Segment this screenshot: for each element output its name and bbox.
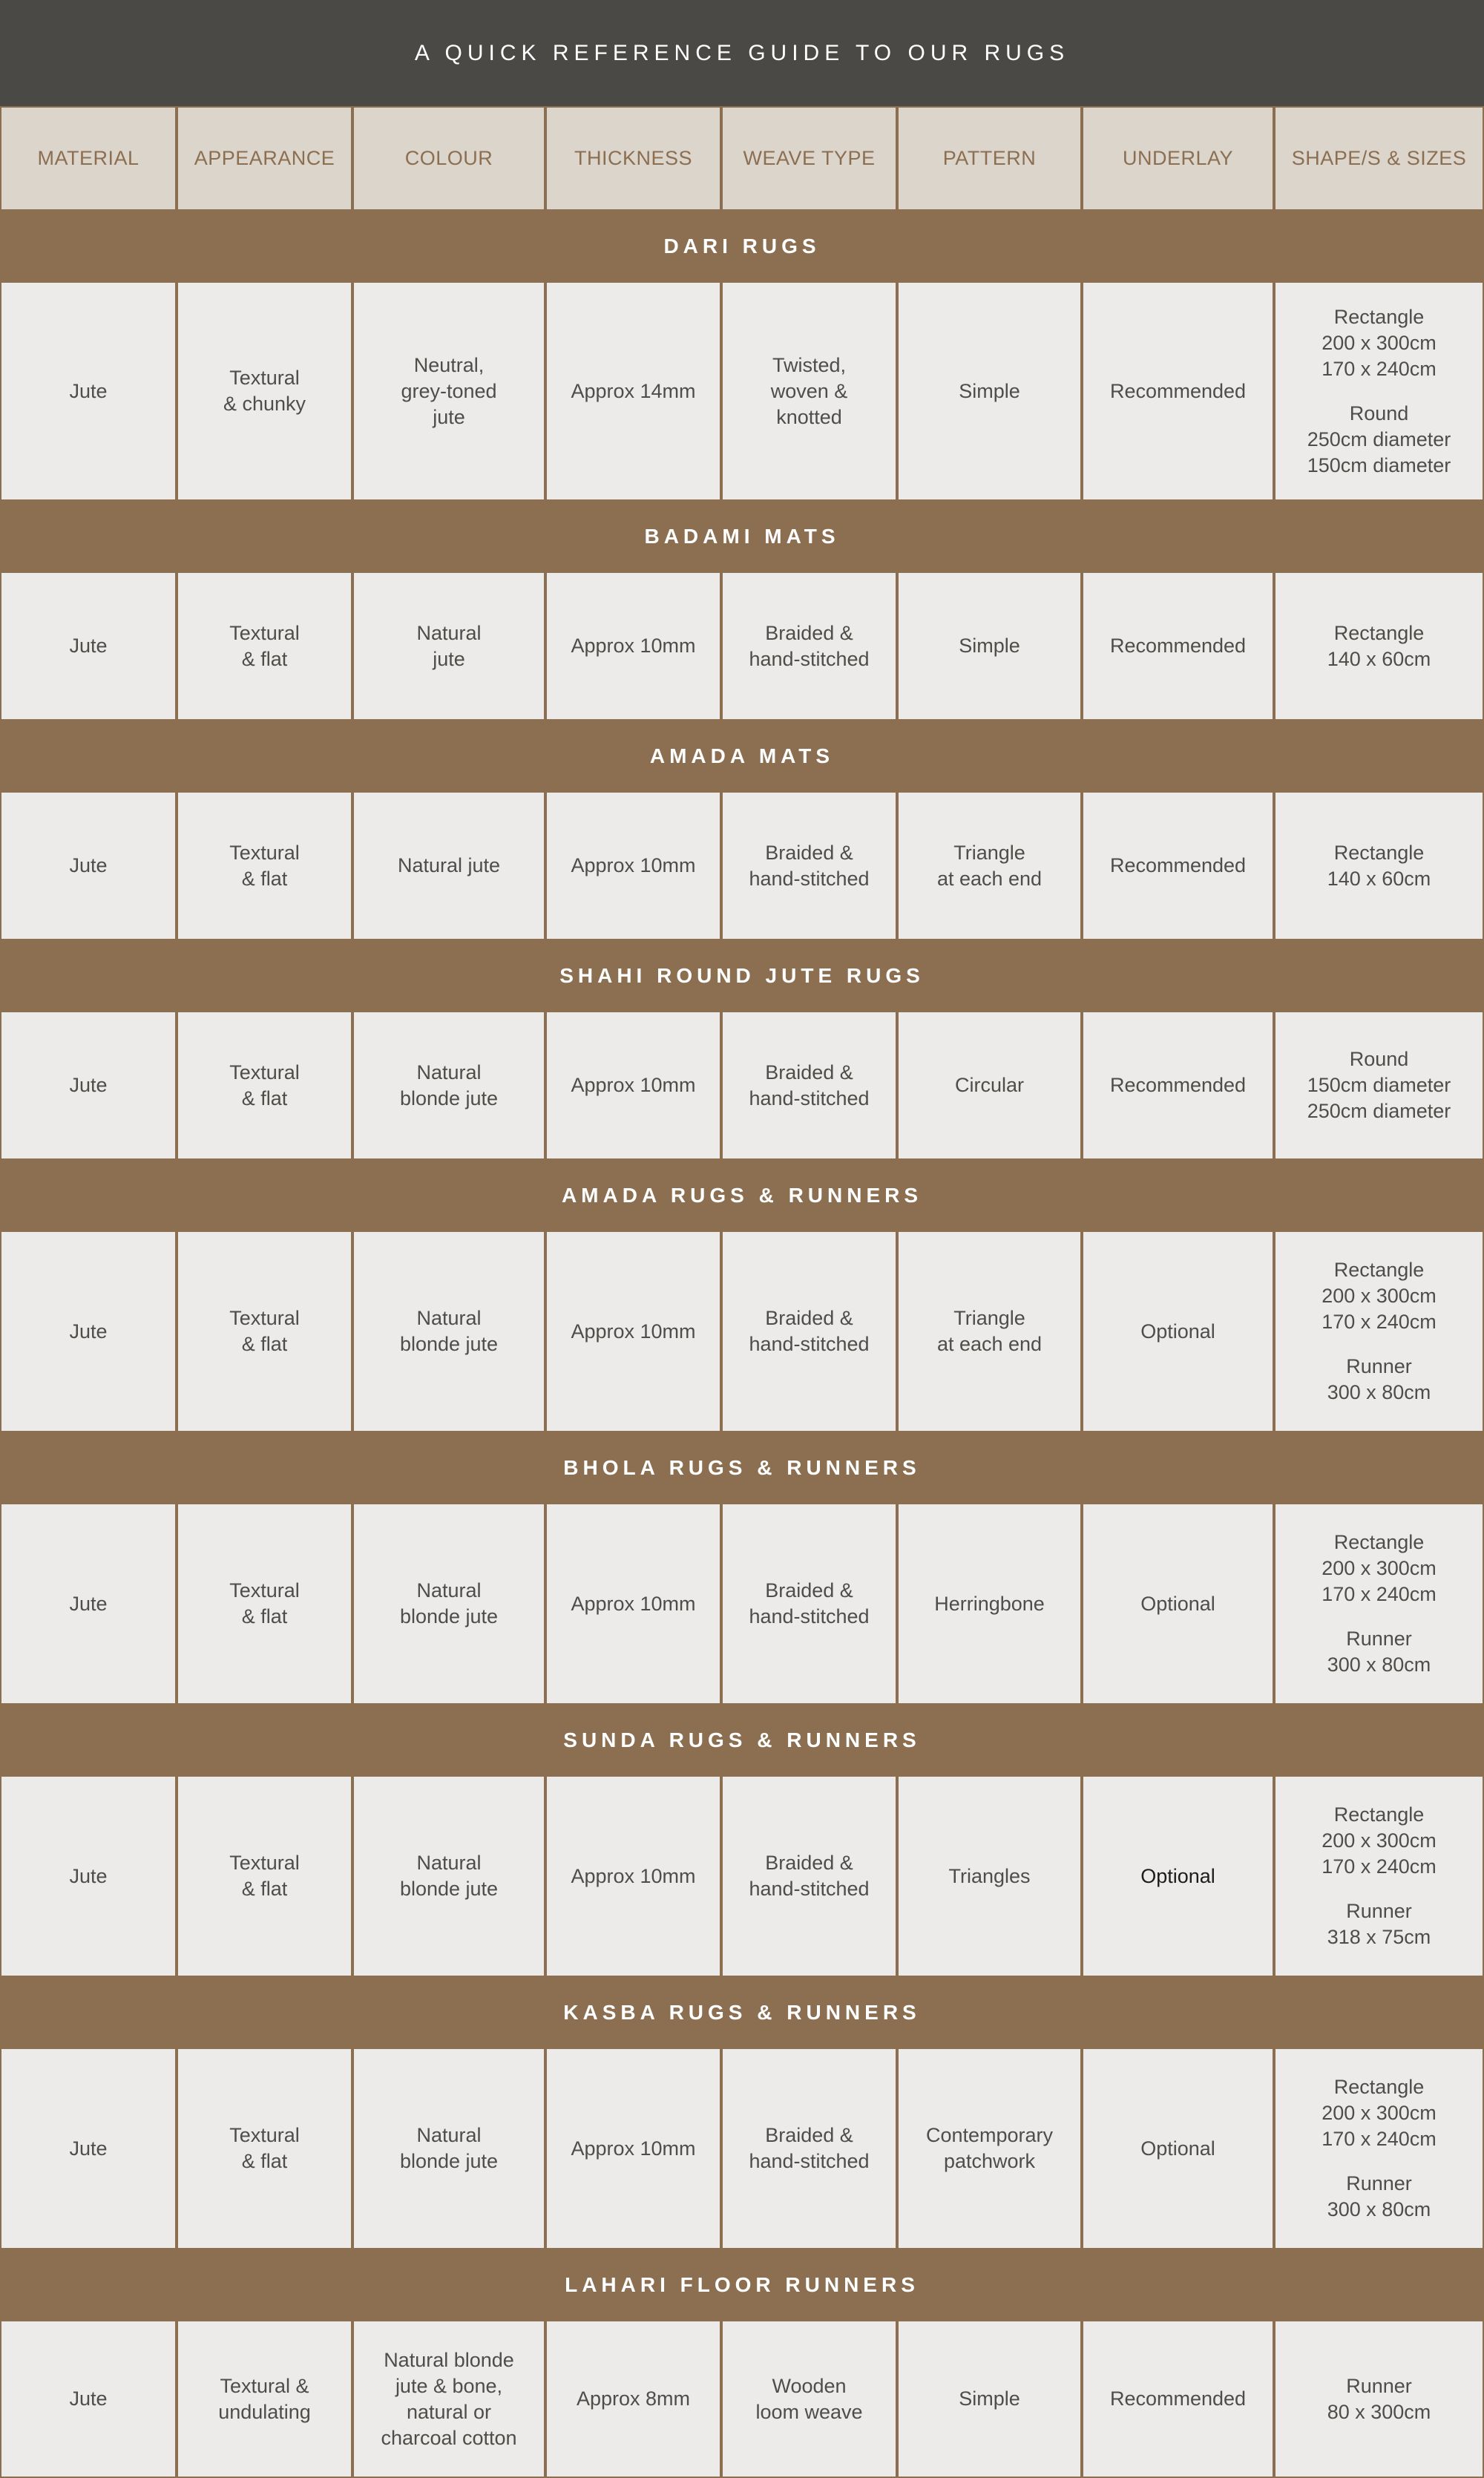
cell-underlay [1083, 2321, 1273, 2477]
cell-line: Recommended [1109, 854, 1247, 876]
cell-line: Triangle [953, 1307, 1025, 1329]
cell-line: grey-toned [401, 379, 497, 402]
rug-section [0, 940, 1484, 1160]
cell-line: Twisted, [772, 353, 847, 376]
cell-colour [354, 793, 544, 939]
cell-pattern [899, 573, 1080, 719]
column-header-colour: COLOUR [354, 108, 544, 209]
cell-line: Textural [229, 1852, 300, 1874]
cell-colour [354, 1777, 544, 1976]
cell-weave-type [723, 1012, 896, 1158]
cell-shapes-sizes [1275, 1012, 1483, 1158]
cell-line: Textural [229, 621, 300, 644]
cell-line: Textural [229, 841, 300, 864]
cell-line: Natural [416, 621, 482, 644]
cell-material [1, 793, 175, 939]
cell-line: 170 x 240cm [1322, 1583, 1437, 1605]
cell-line: 300 x 80cm [1327, 1381, 1431, 1403]
rug-section [0, 2249, 1484, 2478]
cell-line: Natural blonde [384, 2348, 514, 2371]
cell-line: Textural [229, 1307, 300, 1329]
cell-line: Braided & [765, 841, 853, 864]
cell-line: hand-stitched [749, 2150, 870, 2172]
cell-line: Optional [1140, 1592, 1215, 1615]
cell-line: Runner [1346, 1900, 1412, 1922]
cell-line: & flat [241, 1605, 288, 1628]
cell-line: 250cm diameter [1307, 1100, 1451, 1122]
cell-line: Braided & [765, 2124, 853, 2146]
table-row [0, 2320, 1484, 2478]
column-header-row [0, 106, 1484, 211]
cell-underlay [1083, 283, 1273, 499]
cell-line: Textural [229, 1579, 300, 1602]
cell-line: Jute [69, 854, 108, 876]
cell-line: Natural [416, 1061, 482, 1084]
cell-shapes-sizes [1275, 1777, 1483, 1976]
cell-line: 318 x 75cm [1327, 1926, 1431, 1948]
table-row [0, 1011, 1484, 1160]
cell-material [1, 1504, 175, 1703]
cell-thickness [547, 573, 720, 719]
cell-line: Braided & [765, 1579, 853, 1602]
cell-line: & flat [241, 647, 288, 670]
cell-shapes-sizes [1275, 573, 1483, 719]
cell-pattern [899, 1504, 1080, 1703]
column-header-pattern: PATTERN [899, 108, 1080, 209]
cell-line: Approx 14mm [571, 379, 696, 402]
cell-thickness [547, 793, 720, 939]
cell-line: Approx 10mm [571, 1592, 696, 1615]
column-header-weave-type: WEAVE TYPE [723, 108, 896, 209]
rug-section [0, 721, 1484, 940]
cell-line: 170 x 240cm [1322, 1855, 1437, 1878]
cell-line: Rectangle [1333, 305, 1425, 328]
cell-line: & flat [241, 1086, 288, 1109]
rug-section [0, 211, 1484, 501]
cell-line: Approx 10mm [571, 1074, 696, 1096]
guide-title: A QUICK REFERENCE GUIDE TO OUR RUGS [0, 0, 1484, 106]
cell-line: Jute [69, 635, 108, 657]
table-row [0, 281, 1484, 501]
cell-line: jute [433, 405, 465, 428]
cell-colour [354, 573, 544, 719]
cell-material [1, 2049, 175, 2248]
cell-line: hand-stitched [749, 1086, 870, 1109]
cell-line: & flat [241, 1878, 288, 1900]
cell-line: Jute [69, 2137, 108, 2160]
cell-line: Runner [1346, 2172, 1412, 2195]
cell-colour [354, 283, 544, 499]
cell-line: 150cm diameter [1307, 1074, 1451, 1096]
cell-line: Textural & [220, 2374, 309, 2397]
cell-weave-type [723, 573, 896, 719]
cell-line: blonde jute [399, 1878, 499, 1900]
cell-colour [354, 1232, 544, 1431]
rug-section [0, 1705, 1484, 1977]
section-title: DARI RUGS [663, 234, 821, 258]
cell-line: Textural [229, 367, 300, 389]
cell-line: Braided & [765, 621, 853, 644]
cell-line: Jute [69, 1592, 108, 1615]
cell-line: patchwork [943, 2150, 1036, 2172]
cell-pattern [899, 1232, 1080, 1431]
section-title: SHAHI ROUND JUTE RUGS [559, 963, 925, 987]
cell-line: Circular [954, 1074, 1024, 1096]
cell-shapes-sizes [1275, 1232, 1483, 1431]
cell-line: Approx 10mm [571, 2137, 696, 2160]
column-header-shapes-sizes: SHAPE/S & SIZES [1275, 108, 1483, 209]
rug-section [0, 501, 1484, 721]
cell-line: woven & [770, 379, 848, 402]
cell-thickness [547, 1504, 720, 1703]
cell-line: Triangles [948, 1864, 1031, 1887]
cell-line: Braided & [765, 1307, 853, 1329]
cell-line: 200 x 300cm [1322, 1829, 1437, 1852]
cell-weave-type [723, 1504, 896, 1703]
cell-line: charcoal cotton [381, 2426, 517, 2449]
cell-line: 170 x 240cm [1322, 1311, 1437, 1333]
cell-line: Textural [229, 2124, 300, 2146]
section-title: SUNDA RUGS & RUNNERS [563, 1728, 921, 1751]
cell-line: Natural [416, 1307, 482, 1329]
column-header-underlay: UNDERLAY [1083, 108, 1273, 209]
cell-line: Approx 10mm [571, 1864, 696, 1887]
cell-weave-type [723, 283, 896, 499]
cell-material [1, 283, 175, 499]
cell-line: undulating [218, 2400, 311, 2423]
cell-line: Textural [229, 1061, 300, 1084]
cell-line: 200 x 300cm [1322, 2102, 1437, 2124]
rug-section [0, 1977, 1484, 2249]
cell-shapes-sizes [1275, 283, 1483, 499]
cell-colour [354, 1504, 544, 1703]
cell-weave-type [723, 1777, 896, 1976]
cell-line: Simple [959, 2387, 1020, 2410]
cell-line: loom weave [755, 2400, 863, 2423]
cell-line: at each end [936, 1333, 1043, 1355]
table-row [0, 571, 1484, 721]
cell-pattern [899, 1012, 1080, 1158]
cell-line: Jute [69, 1074, 108, 1096]
cell-underlay [1083, 1012, 1273, 1158]
cell-underlay [1083, 2049, 1273, 2248]
rug-section [0, 1160, 1484, 1432]
cell-line: 200 x 300cm [1322, 1557, 1437, 1579]
cell-pattern [899, 793, 1080, 939]
cell-underlay [1083, 1777, 1273, 1976]
cell-line: Optional [1140, 1320, 1215, 1343]
cell-line: 170 x 240cm [1322, 2128, 1437, 2150]
cell-appearance [178, 283, 351, 499]
table-row [0, 2048, 1484, 2249]
cell-line: Rectangle [1333, 1259, 1425, 1281]
section-title: BADAMI MATS [644, 524, 840, 548]
cell-line: 200 x 300cm [1322, 331, 1437, 354]
cell-line: Rectangle [1333, 841, 1425, 864]
cell-line: hand-stitched [749, 1333, 870, 1355]
cell-line: natural or [406, 2400, 492, 2423]
cell-material [1, 573, 175, 719]
table-row [0, 1775, 1484, 1977]
cell-appearance [178, 573, 351, 719]
cell-line: Rectangle [1333, 1531, 1425, 1553]
rug-section [0, 1432, 1484, 1705]
cell-appearance [178, 1504, 351, 1703]
cell-line: Rectangle [1333, 1803, 1425, 1826]
cell-line: Simple [959, 379, 1020, 402]
cell-line: Rectangle [1333, 2076, 1425, 2098]
cell-line: Round [1349, 1048, 1409, 1070]
cell-material [1, 1012, 175, 1158]
cell-line: & chunky [223, 393, 306, 415]
section-title: AMADA MATS [649, 744, 835, 767]
cell-underlay [1083, 573, 1273, 719]
table-row [0, 1503, 1484, 1705]
cell-shapes-sizes [1275, 793, 1483, 939]
column-header-appearance: APPEARANCE [178, 108, 351, 209]
cell-line: Herringbone [934, 1592, 1045, 1615]
cell-weave-type [723, 793, 896, 939]
cell-thickness [547, 283, 720, 499]
cell-line: 140 x 60cm [1327, 867, 1431, 890]
cell-line: Braided & [765, 1061, 853, 1084]
cell-line: at each end [936, 867, 1043, 890]
cell-material [1, 1232, 175, 1431]
cell-line: blonde jute [399, 1333, 499, 1355]
cell-appearance [178, 1777, 351, 1976]
cell-line: Natural [416, 1579, 482, 1602]
cell-line: Runner [1346, 1355, 1412, 1377]
cell-thickness [547, 1232, 720, 1431]
cell-line: Simple [959, 635, 1020, 657]
cell-appearance [178, 1012, 351, 1158]
cell-pattern [899, 283, 1080, 499]
cell-material [1, 2321, 175, 2477]
section-title: KASBA RUGS & RUNNERS [563, 2000, 921, 2024]
cell-line: hand-stitched [749, 1878, 870, 1900]
cell-line: Natural jute [397, 854, 501, 876]
cell-line: Jute [69, 379, 108, 402]
section-title: AMADA RUGS & RUNNERS [561, 1183, 923, 1207]
cell-line: Recommended [1109, 2387, 1247, 2410]
cell-material [1, 1777, 175, 1976]
cell-line: Runner [1346, 2374, 1412, 2397]
cell-shapes-sizes [1275, 2321, 1483, 2477]
cell-shapes-sizes [1275, 1504, 1483, 1703]
cell-colour [354, 1012, 544, 1158]
cell-appearance [178, 2049, 351, 2248]
cell-line: blonde jute [399, 1086, 499, 1109]
cell-line: Recommended [1109, 635, 1247, 657]
cell-line: 80 x 300cm [1327, 2400, 1431, 2423]
cell-line: Approx 10mm [571, 635, 696, 657]
cell-line: Wooden [772, 2374, 847, 2397]
cell-weave-type [723, 2321, 896, 2477]
cell-line: Approx 10mm [571, 854, 696, 876]
cell-line: Approx 10mm [571, 1320, 696, 1343]
cell-colour [354, 2049, 544, 2248]
cell-line: Natural [416, 1852, 482, 1874]
cell-underlay [1083, 793, 1273, 939]
cell-line: & flat [241, 2150, 288, 2172]
cell-line: jute & bone, [395, 2374, 503, 2397]
cell-line: Optional [1140, 1864, 1215, 1887]
cell-colour [354, 2321, 544, 2477]
cell-line: blonde jute [399, 1605, 499, 1628]
cell-pattern [899, 2049, 1080, 2248]
cell-line: hand-stitched [749, 647, 870, 670]
cell-thickness [547, 1777, 720, 1976]
cell-line: 200 x 300cm [1322, 1285, 1437, 1307]
cell-appearance [178, 2321, 351, 2477]
cell-underlay [1083, 1232, 1273, 1431]
cell-line: Jute [69, 2387, 108, 2410]
cell-line: Contemporary [925, 2124, 1054, 2146]
section-title: LAHARI FLOOR RUNNERS [565, 2272, 919, 2296]
cell-weave-type [723, 2049, 896, 2248]
cell-weave-type [723, 1232, 896, 1431]
cell-line: 170 x 240cm [1322, 357, 1437, 380]
cell-pattern [899, 2321, 1080, 2477]
cell-line: Recommended [1109, 1074, 1247, 1096]
cell-line: 300 x 80cm [1327, 1653, 1431, 1676]
cell-line: 140 x 60cm [1327, 647, 1431, 670]
cell-line: Optional [1140, 2137, 1215, 2160]
cell-shapes-sizes [1275, 2049, 1483, 2248]
cell-pattern [899, 1777, 1080, 1976]
cell-line: Braided & [765, 1852, 853, 1874]
cell-line: Jute [69, 1864, 108, 1887]
cell-line: 250cm diameter [1307, 427, 1451, 450]
cell-line: 300 x 80cm [1327, 2198, 1431, 2220]
cell-line: knotted [776, 405, 842, 428]
cell-line: Neutral, [413, 353, 485, 376]
cell-line: hand-stitched [749, 867, 870, 890]
cell-line: Rectangle [1333, 621, 1425, 644]
cell-line: Approx 8mm [576, 2387, 691, 2410]
cell-underlay [1083, 1504, 1273, 1703]
cell-line: Triangle [953, 841, 1025, 864]
cell-line: Natural [416, 2124, 482, 2146]
cell-thickness [547, 2321, 720, 2477]
table-row [0, 791, 1484, 940]
column-header-thickness: THICKNESS [547, 108, 720, 209]
column-header-material: MATERIAL [1, 108, 175, 209]
cell-thickness [547, 2049, 720, 2248]
cell-line: & flat [241, 867, 288, 890]
cell-line: blonde jute [399, 2150, 499, 2172]
cell-line: & flat [241, 1333, 288, 1355]
table-row [0, 1230, 1484, 1432]
cell-line: Round [1349, 401, 1409, 425]
cell-line: jute [433, 647, 465, 670]
cell-appearance [178, 1232, 351, 1431]
cell-thickness [547, 1012, 720, 1158]
cell-appearance [178, 793, 351, 939]
cell-line: hand-stitched [749, 1605, 870, 1628]
cell-line: Runner [1346, 1628, 1412, 1650]
section-title: BHOLA RUGS & RUNNERS [563, 1455, 921, 1479]
cell-line: 150cm diameter [1307, 453, 1451, 476]
cell-line: Recommended [1109, 379, 1247, 402]
cell-line: Jute [69, 1320, 108, 1343]
